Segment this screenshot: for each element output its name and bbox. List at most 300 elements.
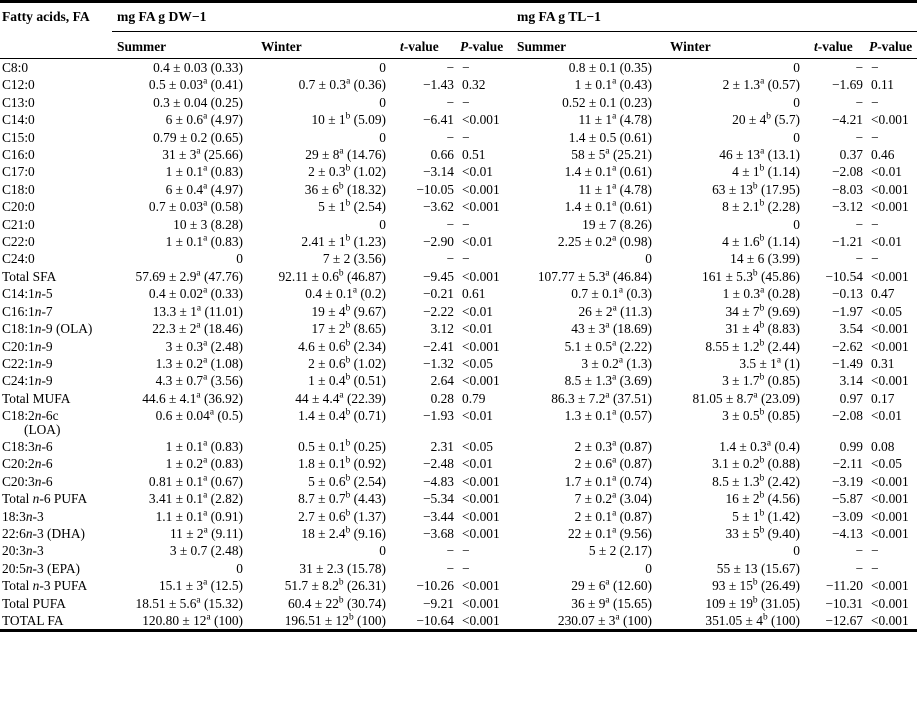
cell-tl-p-value: <0.001 <box>871 613 909 628</box>
row-label: C18:3n-6 <box>2 438 53 454</box>
cell-tl-p-value: <0.001 <box>871 595 909 611</box>
cell-dw-t-value: −2.90 <box>423 234 454 250</box>
cell-tl-t-value: −10.54 <box>825 268 863 284</box>
cell-dw-p-value: <0.01 <box>462 303 493 319</box>
row-label: C18:1n-9 (OLA) <box>2 321 93 337</box>
cell-dw-p-value: <0.001 <box>462 508 500 524</box>
cell-tl-t-value: 3.14 <box>839 373 863 389</box>
cell-dw-winter: 0 <box>379 129 386 145</box>
cell-dw-p-value: <0.001 <box>462 199 500 215</box>
row-label: C20:3n-6 <box>2 473 53 489</box>
cell-tl-t-value: −8.03 <box>832 181 863 197</box>
cell-tl-summer: $11 \pm 1^a$ (4.78) <box>578 181 652 197</box>
table-head <box>0 3 917 59</box>
cell-tl-winter: 8.55 ± 1.2$^b$ (2.44) <box>705 338 800 354</box>
cell-dw-winter: 92.11 ± 0.6$^b$ (46.87) <box>278 268 386 284</box>
cell-dw-winter: 1.8 ± 0.1$^b$ (0.92) <box>298 455 386 472</box>
cell-tl-p-value: <0.01 <box>871 408 902 424</box>
row-label: C22:1n-9 <box>2 355 53 371</box>
group-header-row <box>0 3 917 31</box>
cell-tl-winter: 1.4 ± 0.3$^a$ (0.4) <box>719 438 800 454</box>
cell-dw-p-value: − <box>462 543 470 559</box>
cell-dw-summer: 6 ± 0.6$^a$ (4.97) <box>165 111 243 128</box>
row-label: 22:6n-3 (DHA) <box>2 525 85 541</box>
cell-dw-winter: $29 \pm 8^a$ (14.76) <box>305 146 386 163</box>
cell-tl-p-value: − <box>871 129 879 145</box>
cell-tl-winter: 3 ± 1.7$^b$ (0.85) <box>722 372 800 389</box>
cell-tl-summer: 2 ± 0.1$^a$ (0.87) <box>574 508 652 524</box>
cell-dw-summer: 3 ± 0.7 (2.48) <box>169 543 243 559</box>
cell-dw-p-value: <0.001 <box>462 595 500 611</box>
cell-tl-t-value: −2.11 <box>832 456 863 472</box>
cell-tl-winter: $16 \pm 2^b$ (4.56) <box>725 490 800 507</box>
cell-dw-summer: 0.3 ± 0.04 (0.25) <box>153 94 243 110</box>
cell-dw-summer: $13.3 \pm 1^a$ (11.01) <box>152 303 243 319</box>
cell-tl-t-value: 0.37 <box>839 147 863 163</box>
cell-tl-t-value: −1.49 <box>832 355 863 371</box>
cell-tl-summer: 0.7 ± 0.1$^a$ (0.3) <box>571 285 652 302</box>
cell-dw-t-value: −10.64 <box>416 613 454 628</box>
cell-dw-t-value: 3.12 <box>430 321 454 337</box>
cell-tl-winter: 55 ± 13 (15.67) <box>716 560 800 576</box>
cell-dw-p-value: <0.001 <box>462 373 500 389</box>
cell-tl-winter: 81.05 ± 8.7$^a$ (23.09) <box>692 390 800 406</box>
cell-tl-t-value: 3.54 <box>839 321 863 337</box>
cell-dw-t-value: −2.41 <box>423 338 454 354</box>
table-row <box>0 612 917 629</box>
cell-dw-t-value: −0.21 <box>423 286 454 302</box>
cell-dw-winter: 0 <box>379 543 386 559</box>
cell-tl-p-value: 0.11 <box>871 77 894 93</box>
cell-dw-t-value: −4.83 <box>423 473 454 489</box>
row-label: C21:0 <box>2 216 35 232</box>
cell-tl-winter: 4 ± 1.6$^b$ (1.14) <box>722 233 800 250</box>
cell-dw-summer: 57.69 ± 2.9$^a$ (47.76) <box>135 268 243 284</box>
row-label: C14:1n-5 <box>2 286 53 302</box>
table-row <box>0 268 917 285</box>
cell-tl-summer: 0 <box>645 560 652 576</box>
cell-dw-summer: 0.79 ± 0.2 (0.65) <box>153 129 243 145</box>
cell-tl-p-value: <0.001 <box>871 491 909 507</box>
cell-tl-winter: $109 \pm 19^b$ (31.05) <box>705 595 800 611</box>
cell-tl-winter: $20 \pm 4^b$ (5.7) <box>732 111 800 128</box>
cell-dw-winter: 51.7 ± 8.2$^b$ (26.31) <box>284 577 386 594</box>
cell-tl-summer: 22 ± 0.1$^a$ (9.56) <box>567 525 652 541</box>
cell-tl-summer: 8.5 ± 1.3$^a$ (3.69) <box>564 372 652 389</box>
cell-tl-summer: $29 \pm 6^a$ (12.60) <box>571 577 652 594</box>
cell-dw-winter: $2.41 \pm 1^b$ (1.23) <box>301 233 386 250</box>
table-row <box>0 250 917 267</box>
cell-dw-winter: 44 ± 4.4$^a$ (22.39) <box>295 390 386 406</box>
cell-dw-summer: $120.80 \pm 12^a$ (100) <box>142 612 243 628</box>
cell-tl-winter: 0 <box>793 543 800 559</box>
cell-dw-winter: $10 \pm 1^b$ (5.09) <box>311 111 386 128</box>
table-row <box>0 303 917 320</box>
row-label: C18:2n-6c (LOA) <box>2 408 61 437</box>
cell-tl-t-value: −5.87 <box>832 491 863 507</box>
cell-dw-p-value: <0.001 <box>462 491 500 507</box>
cell-dw-winter: $19 \pm 4^b$ (9.67) <box>311 303 386 319</box>
cell-dw-p-value: − <box>462 251 470 267</box>
cell-dw-t-value: −1.32 <box>423 355 454 371</box>
cell-tl-p-value: <0.05 <box>871 456 902 472</box>
cell-tl-t-value: −1.21 <box>832 234 863 250</box>
row-label: 20:3n-3 <box>2 543 44 559</box>
cell-tl-winter: 8.5 ± 1.3$^b$ (2.42) <box>712 473 800 489</box>
cell-dw-p-value: <0.05 <box>462 355 493 371</box>
table-row <box>0 76 917 93</box>
cell-dw-winter: $17 \pm 2^b$ (8.65) <box>311 320 386 337</box>
cell-dw-p-value: <0.001 <box>462 578 500 594</box>
cell-dw-p-value: <0.001 <box>462 181 500 197</box>
cell-dw-winter: $196.51 \pm 12^b$ (100) <box>284 612 386 628</box>
cell-dw-t-value: −10.05 <box>416 181 454 197</box>
table-row <box>0 490 917 507</box>
row-label: C17:0 <box>2 164 35 180</box>
cell-tl-winter: $46 \pm 13^a$ (13.1) <box>719 146 800 163</box>
table-row <box>0 216 917 233</box>
cell-dw-t-value: −3.62 <box>423 199 454 215</box>
cell-dw-summer: 0 <box>236 251 243 267</box>
cell-tl-p-value: − <box>871 216 879 232</box>
cell-dw-t-value: − <box>446 543 454 559</box>
col-header-dw-summer: Summer <box>117 38 167 54</box>
cell-dw-p-value: − <box>462 216 470 232</box>
cell-tl-t-value: − <box>855 216 863 232</box>
cell-dw-winter: 0 <box>379 60 386 75</box>
cell-dw-winter: 5 ± 0.6$^b$ (2.54) <box>308 473 386 489</box>
group-header-tl: mg FA g TL−1 <box>517 9 601 24</box>
cell-dw-summer: $22.3 \pm 2^a$ (18.46) <box>152 320 243 337</box>
cell-dw-p-value: <0.01 <box>462 408 493 424</box>
cell-dw-p-value: 0.51 <box>462 147 486 163</box>
cell-dw-summer: 18.51 ± 5.6$^a$ (15.32) <box>135 595 243 611</box>
cell-tl-t-value: − <box>855 543 863 559</box>
table-row <box>0 473 917 490</box>
cell-tl-t-value: −4.13 <box>832 525 863 541</box>
cell-tl-t-value: −1.97 <box>832 303 863 319</box>
cell-tl-t-value: − <box>855 129 863 145</box>
cell-tl-summer: 2 ± 0.3$^a$ (0.87) <box>574 438 652 454</box>
cell-tl-t-value: −2.08 <box>832 164 863 180</box>
table-row <box>0 285 917 302</box>
row-label: C16:0 <box>2 147 35 163</box>
cell-tl-winter: 0 <box>793 94 800 110</box>
cell-tl-t-value: − <box>855 94 863 110</box>
cell-tl-summer: 0.52 ± 0.1 (0.23) <box>562 94 652 110</box>
cell-tl-winter: $31 \pm 4^b$ (8.83) <box>725 320 800 337</box>
cell-tl-t-value: −2.08 <box>832 408 863 424</box>
cell-dw-t-value: − <box>446 129 454 145</box>
cell-tl-p-value: − <box>871 60 879 75</box>
row-label: 20:5n-3 (EPA) <box>2 560 81 576</box>
cell-tl-t-value: −1.69 <box>832 77 863 93</box>
cell-tl-p-value: 0.08 <box>871 438 895 454</box>
cell-dw-winter: 1.4 ± 0.4$^b$ (0.71) <box>298 407 386 424</box>
table-row <box>0 508 917 525</box>
cell-dw-t-value: −10.26 <box>416 578 454 594</box>
cell-dw-summer: 1.1 ± 0.1$^a$ (0.91) <box>155 508 243 524</box>
cell-dw-p-value: <0.001 <box>462 338 500 354</box>
cell-tl-summer: 1.7 ± 0.1$^a$ (0.74) <box>564 473 652 489</box>
cell-tl-p-value: − <box>871 543 879 559</box>
cell-tl-summer: 5 ± 2 (2.17) <box>588 543 652 559</box>
cell-tl-p-value: <0.01 <box>871 234 902 250</box>
cell-dw-summer: 3.41 ± 0.1$^a$ (2.82) <box>148 490 243 507</box>
cell-tl-p-value: <0.001 <box>871 338 909 354</box>
cell-dw-summer: 1 ± 0.2$^a$ (0.83) <box>165 455 243 472</box>
row-label: Total MUFA <box>2 390 71 406</box>
cell-dw-p-value: − <box>462 129 470 145</box>
cell-tl-winter: 8 ± 2.1$^b$ (2.28) <box>722 198 800 215</box>
table-row <box>0 94 917 111</box>
row-label: Total PUFA <box>2 595 66 611</box>
cell-dw-winter: 1 ± 0.4$^b$ (0.51) <box>308 372 386 389</box>
cell-dw-p-value: <0.001 <box>462 613 500 628</box>
cell-tl-summer: 2.25 ± 0.2$^a$ (0.98) <box>557 233 652 250</box>
cell-dw-p-value: <0.001 <box>462 473 500 489</box>
cell-tl-winter: 14 ± 6 (3.99) <box>730 251 800 267</box>
row-label: C20:1n-9 <box>2 338 53 354</box>
cell-tl-summer: 5.1 ± 0.5$^a$ (2.22) <box>564 338 652 354</box>
cell-tl-summer: $58 \pm 5^a$ (25.21) <box>571 146 652 163</box>
col-header-tl-t-value: t-value <box>814 38 853 54</box>
row-label: C13:0 <box>2 94 35 110</box>
cell-dw-summer: 1 ± 0.1$^a$ (0.83) <box>165 233 243 250</box>
cell-tl-p-value: <0.001 <box>871 373 909 389</box>
cell-dw-winter: 0 <box>379 216 386 232</box>
cell-tl-summer: 7 ± 0.2$^a$ (3.04) <box>574 490 652 507</box>
cell-dw-t-value: − <box>446 60 454 75</box>
row-label: C18:0 <box>2 181 35 197</box>
cell-dw-t-value: −2.22 <box>423 303 454 319</box>
cell-tl-summer: 0.8 ± 0.1 (0.35) <box>568 60 652 75</box>
cell-dw-t-value: −3.44 <box>423 508 454 524</box>
cell-tl-winter: $33 \pm 5^b$ (9.40) <box>725 525 800 541</box>
row-label: Total n-3 PUFA <box>2 578 88 594</box>
cell-dw-summer: $31 \pm 3^a$ (25.66) <box>162 146 243 163</box>
cell-dw-p-value: <0.01 <box>462 321 493 337</box>
row-label: C12:0 <box>2 77 35 93</box>
cell-dw-winter: $36 \pm 6^b$ (18.32) <box>304 181 386 197</box>
cell-dw-winter: 0 <box>379 94 386 110</box>
table-row <box>0 595 917 612</box>
cell-dw-summer: 10 ± 3 (8.28) <box>173 216 243 232</box>
cell-dw-p-value: 0.61 <box>462 286 486 302</box>
cell-dw-summer: 0.6 ± 0.04$^a$ (0.5) <box>155 407 243 424</box>
cell-tl-summer: 1.4 ± 0.1$^a$ (0.61) <box>564 198 652 215</box>
cell-dw-p-value: − <box>462 560 470 576</box>
cell-tl-t-value: −3.19 <box>832 473 863 489</box>
cell-dw-summer: 3 ± 0.3$^a$ (2.48) <box>165 338 243 354</box>
table-row <box>0 542 917 559</box>
table-bottom-rule <box>0 629 917 632</box>
table-row <box>0 233 917 250</box>
cell-tl-t-value: −0.13 <box>832 286 863 302</box>
cell-dw-t-value: −1.93 <box>423 408 454 424</box>
cell-dw-p-value: <0.01 <box>462 456 493 472</box>
cell-dw-p-value: − <box>462 60 470 75</box>
cell-dw-winter: 0.4 ± 0.1$^a$ (0.2) <box>305 285 386 302</box>
cell-tl-winter: 0 <box>793 129 800 145</box>
cell-tl-p-value: <0.001 <box>871 508 909 524</box>
cell-dw-p-value: <0.05 <box>462 438 493 454</box>
cell-tl-winter: $63 \pm 13^b$ (17.95) <box>712 181 800 197</box>
cell-dw-winter: $5 \pm 1^b$ (2.54) <box>318 198 386 215</box>
cell-dw-summer: 0.4 ± 0.02$^a$ (0.33) <box>148 285 243 302</box>
cell-tl-t-value: −11.20 <box>825 578 863 594</box>
table-row <box>0 320 917 337</box>
cell-dw-winter: 0.7 ± 0.3$^a$ (0.36) <box>298 76 386 93</box>
table-row <box>0 338 917 355</box>
table-row <box>0 577 917 594</box>
cell-dw-summer: $15.1 \pm 3^a$ (12.5) <box>158 577 243 594</box>
cell-tl-summer: $230.07 \pm 3^a$ (100) <box>557 612 652 628</box>
table-row <box>0 407 917 438</box>
cell-tl-summer: $26 \pm 2^a$ (11.3) <box>578 303 652 319</box>
table-row <box>0 111 917 128</box>
row-label: C22:0 <box>2 234 35 250</box>
table-row <box>0 198 917 215</box>
row-label: 18:3n-3 <box>2 508 44 524</box>
cell-dw-t-value: 0.66 <box>430 147 454 163</box>
cell-dw-summer: 1 ± 0.1$^a$ (0.83) <box>165 438 243 454</box>
cell-dw-t-value: −6.41 <box>423 112 454 128</box>
cell-dw-summer: 44.6 ± 4.1$^a$ (36.92) <box>142 390 243 406</box>
cell-tl-p-value: − <box>871 560 879 576</box>
row-label: C24:1n-9 <box>2 373 53 389</box>
cell-dw-winter: 31 ± 2.3 (15.78) <box>299 560 386 576</box>
cell-tl-p-value: <0.001 <box>871 181 909 197</box>
cell-tl-winter: 1 ± 0.3$^a$ (0.28) <box>722 285 800 302</box>
cell-dw-winter: 7 ± 2 (3.56) <box>322 251 386 267</box>
cell-tl-t-value: − <box>855 251 863 267</box>
cell-dw-winter: 8.7 ± 0.7$^b$ (4.43) <box>298 490 386 507</box>
cell-tl-p-value: 0.46 <box>871 147 895 163</box>
cell-tl-t-value: − <box>855 60 863 75</box>
cell-tl-p-value: <0.001 <box>871 321 909 337</box>
cell-tl-winter: 161 ± 5.3$^b$ (45.86) <box>702 268 800 284</box>
cell-tl-summer: 1.4 ± 0.1$^a$ (0.61) <box>564 163 652 180</box>
cell-tl-p-value: <0.05 <box>871 303 902 319</box>
cell-dw-t-value: 0.28 <box>430 390 454 406</box>
cell-dw-summer: 1.3 ± 0.2$^a$ (1.08) <box>155 355 243 371</box>
cell-dw-summer: 4.3 ± 0.7$^a$ (3.56) <box>155 372 243 389</box>
cell-tl-winter: $5 \pm 1^b$ (1.42) <box>732 508 800 524</box>
cell-tl-t-value: −2.62 <box>832 338 863 354</box>
cell-tl-p-value: 0.17 <box>871 390 895 406</box>
cell-tl-winter: 0 <box>793 60 800 75</box>
cell-tl-winter: 3 ± 0.5$^b$ (0.85) <box>722 407 800 424</box>
cell-tl-summer: $11 \pm 1^a$ (4.78) <box>578 111 652 128</box>
cell-tl-p-value: − <box>871 251 879 267</box>
cell-tl-summer: 1.4 ± 0.5 (0.61) <box>568 129 652 145</box>
fatty-acid-composition-table <box>0 3 917 629</box>
table-row <box>0 390 917 407</box>
cell-tl-winter: 3.1 ± 0.2$^b$ (0.88) <box>712 455 800 472</box>
cell-tl-winter: $34 \pm 7^b$ (9.69) <box>725 303 800 319</box>
cell-tl-winter: $93 \pm 15^b$ (26.49) <box>712 577 800 594</box>
cell-tl-p-value: <0.001 <box>871 199 909 215</box>
col-header-dw-winter: Winter <box>261 38 302 54</box>
cell-dw-summer: 0.4 ± 0.03 (0.33) <box>153 60 243 75</box>
col-header-dw-p-value: P-value <box>460 38 504 54</box>
table-row <box>0 372 917 389</box>
cell-dw-winter: 2.7 ± 0.6$^b$ (1.37) <box>298 508 386 524</box>
cell-tl-t-value: 0.99 <box>839 438 863 454</box>
cell-tl-winter: $4 \pm 1^b$ (1.14) <box>732 163 800 180</box>
cell-tl-summer: 1.3 ± 0.1$^a$ (0.57) <box>564 407 652 424</box>
cell-tl-summer: 0 <box>645 251 652 267</box>
cell-dw-t-value: − <box>446 251 454 267</box>
cell-tl-t-value: −10.31 <box>825 595 863 611</box>
cell-dw-p-value: <0.001 <box>462 268 500 284</box>
col-header-dw-t-value: t-value <box>400 38 439 54</box>
cell-dw-winter: 4.6 ± 0.6$^b$ (2.34) <box>298 338 386 354</box>
table-row <box>0 525 917 542</box>
cell-dw-summer: 0 <box>236 560 243 576</box>
cell-dw-t-value: −9.45 <box>423 268 454 284</box>
row-label: C14:0 <box>2 112 35 128</box>
cell-dw-winter: 2 ± 0.6$^b$ (1.02) <box>308 355 386 371</box>
group-header-dw: mg FA g DW−1 <box>117 9 207 24</box>
col-header-tl-summer: Summer <box>517 38 567 54</box>
table-body <box>0 59 917 629</box>
cell-dw-winter: $60.4 \pm 22^b$ (30.74) <box>288 595 386 611</box>
cell-tl-p-value: <0.001 <box>871 473 909 489</box>
cell-tl-t-value: −3.12 <box>832 199 863 215</box>
cell-dw-p-value: <0.001 <box>462 525 500 541</box>
row-label: Total n-6 PUFA <box>2 491 88 507</box>
cell-dw-p-value: 0.32 <box>462 77 486 93</box>
cell-tl-winter: $351.05 \pm 4^b$ (100) <box>705 612 800 628</box>
cell-dw-summer: 6 ± 0.4$^a$ (4.97) <box>165 181 243 197</box>
table-row <box>0 163 917 180</box>
cell-tl-summer: $36 \pm 9^a$ (15.65) <box>571 595 652 611</box>
cell-dw-p-value: <0.001 <box>462 112 500 128</box>
table-row <box>0 129 917 146</box>
row-label: TOTAL FA <box>2 613 64 628</box>
cell-dw-t-value: −2.48 <box>423 456 454 472</box>
cell-dw-p-value: <0.01 <box>462 164 493 180</box>
row-label: Total SFA <box>2 268 57 284</box>
cell-dw-t-value: 2.31 <box>430 438 454 454</box>
cell-tl-p-value: <0.01 <box>871 164 902 180</box>
table-row <box>0 455 917 472</box>
cell-dw-winter: 2 ± 0.3$^b$ (1.02) <box>308 163 386 180</box>
cell-tl-p-value: <0.001 <box>871 578 909 594</box>
cell-tl-p-value: 0.31 <box>871 355 895 371</box>
cell-dw-t-value: − <box>446 216 454 232</box>
cell-tl-summer: 2 ± 0.6$^a$ (0.87) <box>574 455 652 472</box>
cell-tl-winter: 0 <box>793 216 800 232</box>
cell-tl-p-value: <0.001 <box>871 112 909 128</box>
cell-dw-p-value: 0.79 <box>462 390 486 406</box>
col-header-tl-p-value: P-value <box>869 38 913 54</box>
row-header-title: Fatty acids, FA <box>2 9 90 24</box>
cell-dw-winter: 18 ± 2.4$^b$ (9.16) <box>301 525 386 541</box>
col-header-tl-winter: Winter <box>670 38 711 54</box>
row-label: C8:0 <box>2 60 29 75</box>
cell-dw-summer: 0.81 ± 0.1$^a$ (0.67) <box>148 473 243 489</box>
cell-dw-summer: 1 ± 0.1$^a$ (0.83) <box>165 163 243 180</box>
cell-dw-t-value: −3.68 <box>423 525 454 541</box>
cell-dw-t-value: −5.34 <box>423 491 454 507</box>
cell-tl-summer: 86.3 ± 7.2$^a$ (37.51) <box>551 390 652 406</box>
cell-tl-summer: 107.77 ± 5.3$^a$ (46.84) <box>537 268 652 284</box>
cell-dw-summer: $11 \pm 2^a$ (9.11) <box>169 525 243 541</box>
cell-dw-winter: 0.5 ± 0.1$^b$ (0.25) <box>298 438 386 454</box>
